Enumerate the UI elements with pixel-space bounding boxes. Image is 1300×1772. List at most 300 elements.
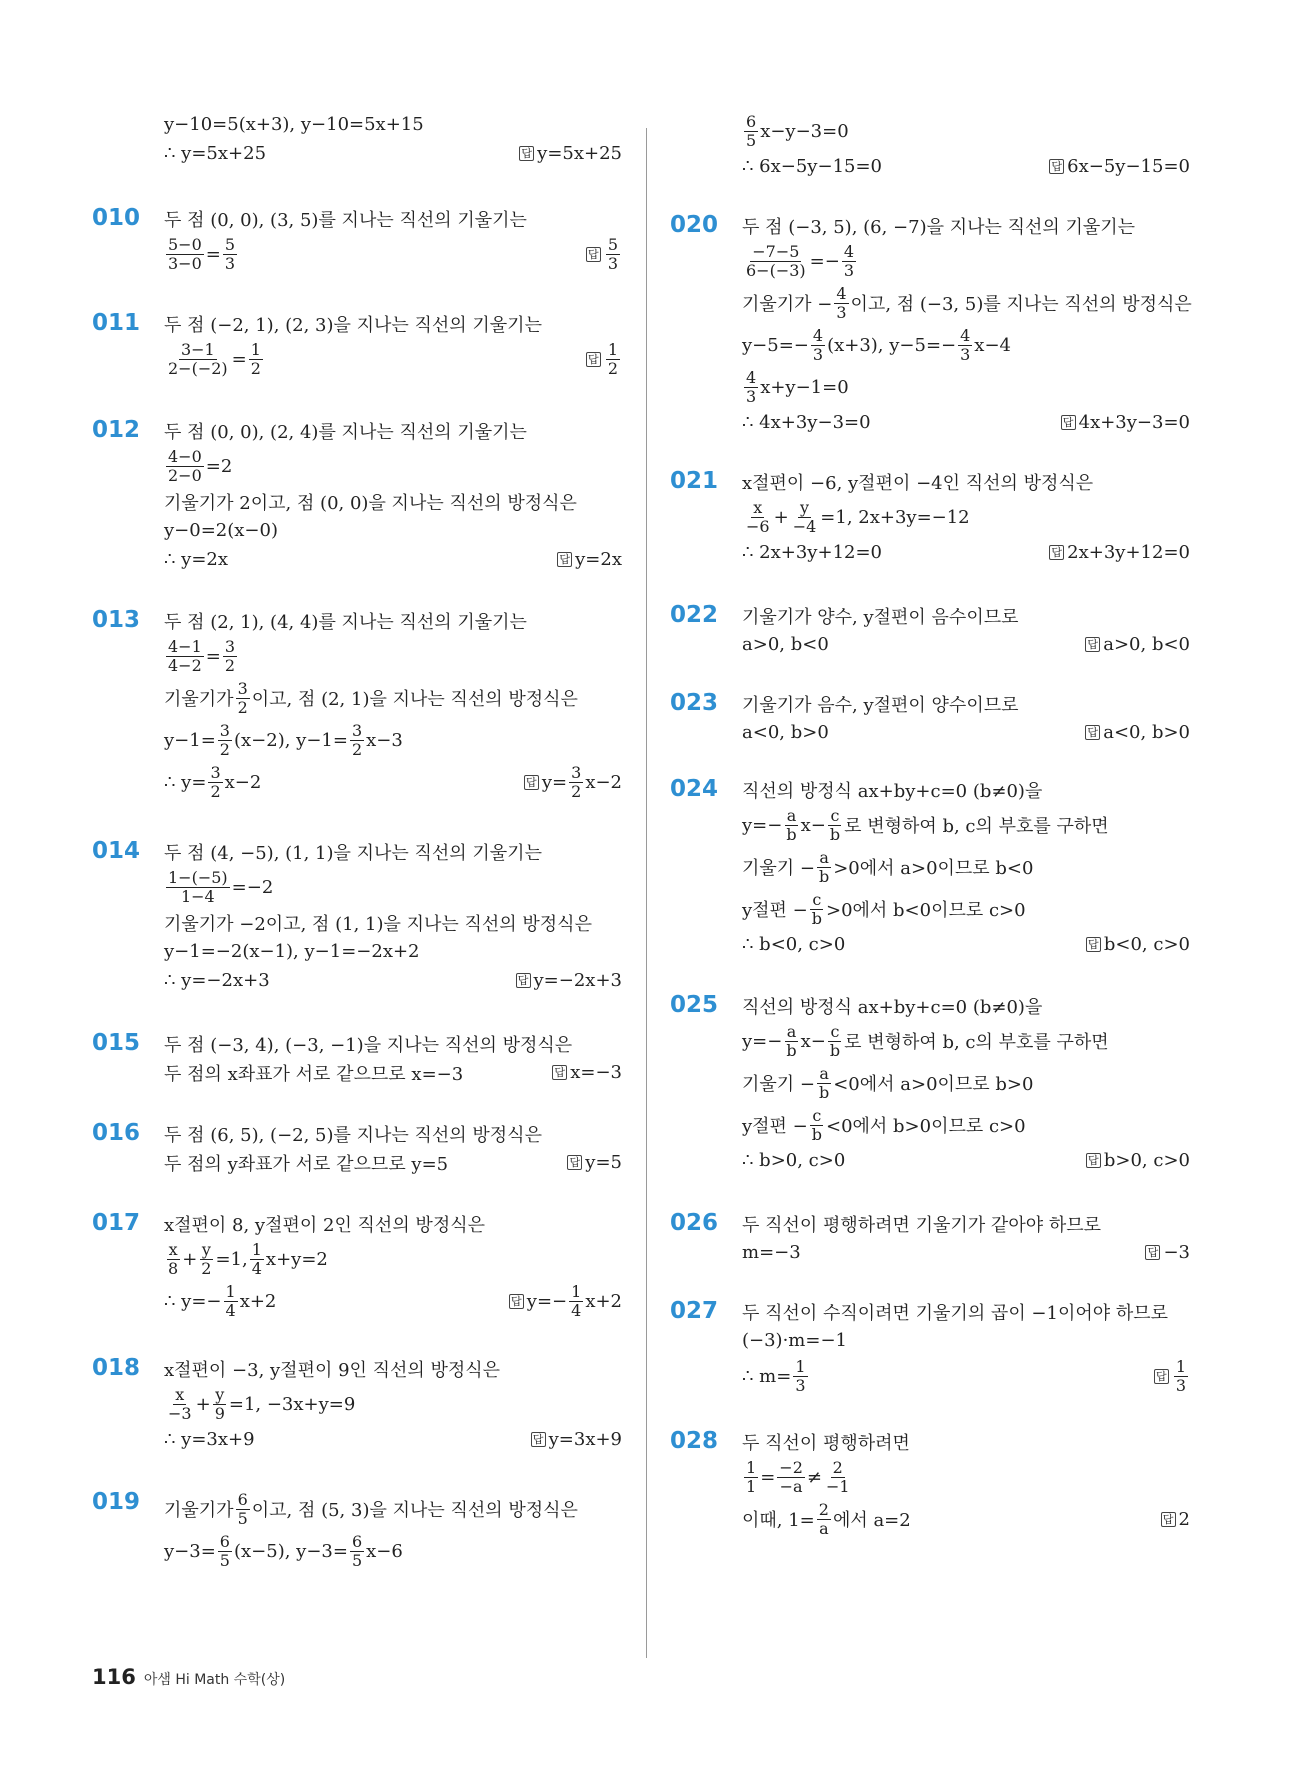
math-text: 두 점 (−2, 1), (2, 3)을 지나는 직선의 기울기는 bbox=[164, 314, 542, 336]
math-text: y=3x+9 bbox=[548, 1429, 622, 1450]
math-text: =−2 bbox=[231, 876, 274, 898]
fraction-denominator: 4 bbox=[571, 1300, 582, 1320]
fraction bbox=[199, 1241, 213, 1278]
answer bbox=[1061, 412, 1190, 433]
line-text bbox=[742, 891, 1026, 928]
math-text: >0에서 b<0이므로 c>0 bbox=[826, 900, 1026, 921]
line-text bbox=[164, 236, 239, 273]
line-text bbox=[742, 634, 829, 655]
math-text: 기울기가 − bbox=[742, 294, 833, 315]
fraction-denominator: b bbox=[786, 1040, 797, 1060]
answer-icon: 답 bbox=[519, 146, 534, 161]
fraction bbox=[166, 869, 230, 906]
fraction-numerator: 1 bbox=[607, 339, 618, 359]
problem-number: 010 bbox=[92, 205, 141, 231]
solution-line bbox=[742, 324, 1190, 366]
fraction-denominator: 2 bbox=[210, 781, 221, 801]
math-text: =− bbox=[809, 250, 840, 272]
fraction-numerator: 4 bbox=[746, 367, 757, 387]
problem-block bbox=[670, 689, 1190, 747]
math-text: x−2 bbox=[224, 771, 262, 793]
problem-block bbox=[670, 1297, 1190, 1397]
fraction-denominator: −3 bbox=[168, 1403, 192, 1423]
solution-line bbox=[164, 416, 622, 445]
math-text: ∴ y=5x+25 bbox=[164, 143, 267, 164]
line-text bbox=[164, 520, 278, 541]
fraction bbox=[791, 499, 819, 536]
fraction-numerator: 1 bbox=[250, 339, 261, 359]
solution-line bbox=[742, 1146, 1190, 1175]
problem-number: 018 bbox=[92, 1355, 141, 1381]
fraction-denominator: 4−2 bbox=[168, 655, 202, 675]
solution-line bbox=[742, 467, 1190, 496]
fraction bbox=[1174, 1358, 1188, 1395]
fraction-denominator: 4 bbox=[225, 1300, 236, 1320]
fraction bbox=[236, 1491, 250, 1528]
fraction bbox=[166, 341, 230, 378]
fraction bbox=[250, 1241, 264, 1278]
page-number: 116 bbox=[92, 1665, 136, 1689]
math-text: y=− bbox=[742, 1030, 783, 1052]
fraction-denominator: b bbox=[829, 824, 841, 844]
fraction bbox=[223, 236, 237, 273]
solution-line bbox=[742, 991, 1190, 1020]
fraction-denominator: 6−(−3) bbox=[746, 260, 806, 280]
solution-line bbox=[164, 338, 622, 380]
math-text: ∴ 6x−5y−15=0 bbox=[742, 156, 883, 177]
fraction-numerator: 2 bbox=[832, 1457, 843, 1477]
solution-line bbox=[164, 908, 622, 937]
answer bbox=[1145, 1242, 1190, 1263]
line-text bbox=[164, 722, 403, 759]
solution-line bbox=[164, 866, 622, 908]
line-text bbox=[742, 691, 1019, 717]
problem-block bbox=[670, 991, 1190, 1175]
answer-icon: 답 bbox=[1085, 637, 1100, 652]
math-text: 기울기가 −2이고, 점 (1, 1)을 지나는 직선의 방정식은 bbox=[164, 913, 592, 935]
line-text bbox=[742, 722, 829, 743]
math-text: x+2 bbox=[585, 1290, 622, 1312]
fraction-numerator: 1 bbox=[571, 1281, 582, 1301]
answer-icon: 답 bbox=[1145, 1245, 1160, 1260]
fraction-numerator: 3−1 bbox=[180, 339, 215, 359]
problem-block bbox=[670, 775, 1190, 959]
solution-line bbox=[164, 487, 622, 516]
fraction-numerator: x bbox=[175, 1384, 185, 1404]
math-text: x− bbox=[800, 1030, 826, 1052]
fraction bbox=[784, 807, 798, 844]
fraction bbox=[350, 1533, 364, 1570]
answer-icon: 답 bbox=[516, 973, 531, 988]
problem-number: 013 bbox=[92, 607, 141, 633]
math-text: = bbox=[205, 645, 221, 667]
fraction-numerator: 3 bbox=[210, 762, 221, 782]
line-text bbox=[742, 243, 858, 280]
fraction bbox=[218, 1533, 232, 1570]
answer bbox=[1085, 634, 1190, 655]
fraction bbox=[166, 1241, 180, 1278]
fraction-denominator: 3 bbox=[1175, 1375, 1186, 1395]
line-text bbox=[164, 764, 261, 801]
solution-line bbox=[742, 1326, 1190, 1355]
solution-line bbox=[164, 1488, 622, 1530]
fraction bbox=[236, 680, 250, 717]
solution-line bbox=[164, 1354, 622, 1383]
line-text bbox=[742, 469, 1093, 495]
fraction-numerator: 3 bbox=[351, 720, 363, 740]
solution-line bbox=[164, 233, 622, 275]
solution-line bbox=[164, 1280, 622, 1322]
answer bbox=[1049, 542, 1190, 563]
problem-block bbox=[670, 1427, 1190, 1540]
line-text bbox=[164, 1241, 328, 1278]
fraction bbox=[208, 764, 222, 801]
math-text: 두 점 (6, 5), (−2, 5)를 지나는 직선의 방정식은 bbox=[164, 1124, 542, 1146]
fraction-denominator: 2 bbox=[237, 697, 248, 717]
solution-line bbox=[164, 204, 622, 233]
math-text: 두 점 (0, 0), (3, 5)를 지나는 직선의 기울기는 bbox=[164, 209, 527, 231]
line-text bbox=[164, 1386, 355, 1423]
solution-line bbox=[164, 761, 622, 803]
problem-block bbox=[670, 110, 1190, 181]
math-text: x−y−3=0 bbox=[760, 120, 849, 142]
problem-block bbox=[92, 1209, 622, 1322]
fraction-numerator: 4 bbox=[960, 325, 971, 345]
solution-line bbox=[742, 1020, 1190, 1062]
right-column bbox=[670, 110, 1190, 1540]
answer-icon: 답 bbox=[1161, 1512, 1176, 1527]
solution-line bbox=[164, 516, 622, 545]
problem-block bbox=[92, 110, 622, 168]
problem-number: 015 bbox=[92, 1030, 141, 1056]
problem-block bbox=[92, 837, 622, 995]
solution-line bbox=[742, 1355, 1190, 1397]
fraction-denominator: 3 bbox=[607, 253, 618, 273]
fraction-denominator: 2−(−2) bbox=[168, 358, 228, 378]
fraction bbox=[817, 1501, 831, 1538]
line-text bbox=[742, 542, 882, 563]
solution-line bbox=[742, 804, 1190, 846]
math-text: + bbox=[182, 1248, 198, 1270]
line-text bbox=[742, 499, 970, 536]
problem-number: 017 bbox=[92, 1210, 141, 1236]
math-text: =2 bbox=[205, 455, 233, 477]
math-text: 2x+3y+12=0 bbox=[1067, 542, 1190, 563]
fraction-denominator: 3 bbox=[960, 344, 971, 364]
problem-block bbox=[670, 1209, 1190, 1267]
line-text bbox=[164, 1491, 578, 1528]
problem-number: 014 bbox=[92, 838, 141, 864]
solution-line bbox=[164, 606, 622, 635]
fraction-denominator: b bbox=[786, 824, 797, 844]
math-text: x−4 bbox=[974, 334, 1011, 356]
line-text bbox=[742, 1150, 845, 1171]
fraction bbox=[744, 1459, 758, 1496]
fraction-numerator: 3 bbox=[571, 762, 582, 782]
math-text: x−6 bbox=[366, 1540, 403, 1562]
math-text: 로 변형하여 b, c의 부호를 구하면 bbox=[844, 816, 1109, 837]
problem-block bbox=[92, 1119, 622, 1177]
answer bbox=[1085, 722, 1190, 743]
solution-line bbox=[164, 1530, 622, 1572]
line-text bbox=[164, 206, 527, 232]
line-text bbox=[742, 849, 1033, 886]
fraction-numerator: 4 bbox=[812, 325, 824, 345]
math-text: = bbox=[760, 1466, 776, 1488]
line-text bbox=[164, 418, 527, 444]
math-text: 6x−5y−15=0 bbox=[1067, 156, 1190, 177]
problem-number: 019 bbox=[92, 1489, 141, 1515]
solution-line bbox=[164, 1029, 622, 1058]
fraction-denominator: 5 bbox=[351, 1550, 363, 1570]
solution-line bbox=[164, 1238, 622, 1280]
fraction-numerator: c bbox=[812, 889, 822, 909]
solution-line bbox=[742, 630, 1190, 659]
answer bbox=[586, 236, 622, 273]
math-text: y=2x bbox=[575, 549, 622, 570]
fraction bbox=[606, 341, 620, 378]
fraction bbox=[166, 638, 204, 675]
problem-number: 012 bbox=[92, 417, 141, 443]
line-text bbox=[742, 412, 871, 433]
math-text: 로 변형하여 b, c의 부호를 구하면 bbox=[844, 1032, 1109, 1053]
math-text: y=− bbox=[742, 814, 783, 836]
fraction bbox=[810, 1107, 824, 1144]
fraction-numerator: 6 bbox=[351, 1531, 363, 1551]
fraction bbox=[958, 327, 972, 364]
line-text bbox=[164, 1283, 276, 1320]
answer-icon: 답 bbox=[1086, 937, 1101, 952]
line-text bbox=[742, 113, 849, 150]
answer-icon: 답 bbox=[1085, 725, 1100, 740]
fraction-numerator: 4 bbox=[836, 283, 847, 303]
math-text: 두 점 (−3, 5), (6, −7)을 지나는 직선의 기울기는 bbox=[742, 216, 1136, 238]
math-text: 두 직선이 평행하려면 기울기가 같아야 하므로 bbox=[742, 1214, 1101, 1236]
fraction-denominator: 3 bbox=[843, 260, 855, 280]
fraction-denominator: 3 bbox=[746, 386, 757, 406]
fraction-numerator: 6 bbox=[237, 1489, 248, 1509]
math-text: x+y=2 bbox=[265, 1248, 328, 1270]
fraction bbox=[810, 891, 824, 928]
math-text: 두 직선이 수직이려면 기울기의 곱이 −1이어야 하므로 bbox=[742, 1302, 1169, 1324]
solution-line bbox=[742, 846, 1190, 888]
answer bbox=[1161, 1509, 1190, 1530]
page-footer bbox=[92, 1665, 285, 1689]
answer bbox=[1086, 1150, 1190, 1171]
problem-block bbox=[92, 1354, 622, 1454]
line-text bbox=[742, 807, 1109, 844]
fraction-denominator: 3−0 bbox=[168, 253, 202, 273]
line-text bbox=[164, 941, 420, 962]
math-text: x=−3 bbox=[570, 1062, 622, 1083]
solution-line bbox=[164, 966, 622, 995]
answer-icon: 답 bbox=[524, 775, 539, 790]
solution-line bbox=[742, 211, 1190, 240]
fraction bbox=[224, 1283, 238, 1320]
answer bbox=[524, 764, 622, 801]
fraction bbox=[824, 1459, 852, 1496]
math-text: (x+3), y−5=− bbox=[827, 334, 957, 356]
line-text bbox=[742, 993, 1042, 1019]
solution-line bbox=[164, 1058, 622, 1087]
answer-icon: 답 bbox=[1061, 415, 1076, 430]
solution-line bbox=[742, 1062, 1190, 1104]
math-text: y= bbox=[541, 771, 568, 793]
book-title: 아샘 Hi Math 수학(상) bbox=[143, 1672, 286, 1688]
math-text: a<0, b>0 bbox=[1103, 722, 1190, 743]
line-text bbox=[164, 311, 542, 337]
math-text: 기울기가 2이고, 점 (0, 0)을 지나는 직선의 방정식은 bbox=[164, 492, 577, 514]
problem-block bbox=[670, 601, 1190, 659]
line-text bbox=[164, 1211, 485, 1237]
solution-line bbox=[742, 408, 1190, 437]
fraction-denominator: 2 bbox=[250, 358, 261, 378]
answer bbox=[516, 970, 622, 991]
math-text: b<0, c>0 bbox=[1103, 934, 1190, 955]
fraction-numerator: 5 bbox=[607, 234, 618, 254]
solution-line bbox=[742, 538, 1190, 567]
math-text: 이고, 점 (5, 3)을 지나는 직선의 방정식은 bbox=[251, 1500, 578, 1521]
fraction-denominator: 8 bbox=[168, 1258, 179, 1278]
problem-block bbox=[670, 467, 1190, 567]
fraction-numerator: 1 bbox=[251, 1239, 262, 1259]
fraction-numerator: x bbox=[168, 1239, 178, 1259]
fraction-numerator: 1−(−5) bbox=[168, 867, 228, 887]
math-text: 기울기가 양수, y절편이 음수이므로 bbox=[742, 606, 1019, 628]
math-text: 기울기가 bbox=[164, 1500, 234, 1521]
fraction-numerator: 1 bbox=[225, 1281, 236, 1301]
fraction bbox=[569, 764, 583, 801]
fraction-denominator: −6 bbox=[746, 516, 770, 536]
answer-icon: 답 bbox=[1049, 159, 1064, 174]
line-text bbox=[742, 1065, 1033, 1102]
fraction-denominator: 1−4 bbox=[180, 886, 215, 906]
math-text: −3 bbox=[1163, 1242, 1190, 1263]
line-text bbox=[164, 341, 265, 378]
math-text: 기울기 − bbox=[742, 1074, 815, 1095]
fraction bbox=[218, 722, 232, 759]
fraction-denominator: 2 bbox=[607, 358, 618, 378]
math-text: x−3 bbox=[366, 729, 403, 751]
fraction bbox=[828, 807, 842, 844]
answer-icon: 답 bbox=[552, 1065, 567, 1080]
fraction-denominator: b bbox=[811, 1124, 822, 1144]
answer bbox=[1154, 1358, 1190, 1395]
fraction-numerator: 1 bbox=[1175, 1356, 1186, 1376]
fraction bbox=[793, 1358, 807, 1395]
fraction-denominator: 2−0 bbox=[168, 465, 202, 485]
fraction-numerator: a bbox=[819, 847, 829, 867]
math-text: y−5=− bbox=[742, 334, 809, 356]
fraction-numerator: 1 bbox=[795, 1356, 806, 1376]
math-text: 기울기가 음수, y절편이 양수이므로 bbox=[742, 694, 1019, 716]
problem-block bbox=[92, 606, 622, 803]
answer bbox=[557, 549, 622, 570]
solution-line bbox=[742, 775, 1190, 804]
fraction-numerator: 6 bbox=[746, 111, 757, 131]
answer bbox=[586, 341, 622, 378]
line-text bbox=[164, 869, 273, 906]
fraction bbox=[166, 448, 204, 485]
problem-number: 022 bbox=[670, 602, 719, 628]
solution-line bbox=[164, 937, 622, 966]
fraction bbox=[744, 369, 758, 406]
line-text bbox=[742, 1429, 910, 1455]
math-text: x+y−1=0 bbox=[760, 376, 849, 398]
problem-number: 025 bbox=[670, 992, 719, 1018]
fraction bbox=[744, 243, 808, 280]
math-text: 이고, 점 (2, 1)을 지나는 직선의 방정식은 bbox=[251, 689, 578, 710]
fraction-numerator: 5−0 bbox=[168, 234, 202, 254]
math-text: 두 점 (−3, 4), (−3, −1)을 지나는 직선의 방정식은 bbox=[164, 1034, 573, 1056]
math-text: 에서 a=2 bbox=[832, 1510, 911, 1531]
math-text: ∴ y=3x+9 bbox=[164, 1429, 255, 1450]
fraction bbox=[166, 236, 204, 273]
math-text: ∴ 2x+3y+12=0 bbox=[742, 542, 883, 563]
problem-block bbox=[92, 204, 622, 275]
left-column bbox=[92, 110, 622, 1572]
solution-line bbox=[742, 1456, 1190, 1498]
answer-icon: 답 bbox=[509, 1294, 524, 1309]
math-text: a>0, b<0 bbox=[1103, 634, 1190, 655]
solution-line bbox=[164, 139, 622, 168]
math-text: (x−2), y−1= bbox=[233, 729, 348, 751]
fraction-denominator: 9 bbox=[214, 1403, 225, 1423]
math-text: (x−5), y−3= bbox=[233, 1540, 348, 1562]
math-text: ∴ b>0, c>0 bbox=[742, 1150, 846, 1171]
problem-block bbox=[92, 1029, 622, 1087]
fraction-denominator: 2 bbox=[219, 739, 230, 759]
math-text: (−3)·m=−1 bbox=[742, 1330, 847, 1351]
fraction-denominator: 3 bbox=[836, 302, 847, 322]
fraction-denominator: 2 bbox=[351, 739, 363, 759]
line-text bbox=[164, 608, 527, 634]
line-text bbox=[742, 1358, 810, 1395]
line-text bbox=[742, 777, 1042, 803]
line-text bbox=[164, 910, 592, 936]
line-text bbox=[164, 970, 270, 991]
math-text: <0에서 a>0이므로 b>0 bbox=[833, 1074, 1034, 1095]
solution-line bbox=[742, 282, 1190, 324]
solution-line bbox=[742, 1209, 1190, 1238]
math-text: x+2 bbox=[239, 1290, 277, 1312]
answer bbox=[531, 1429, 622, 1450]
fraction-denominator: b bbox=[818, 866, 830, 886]
math-text: y절편 − bbox=[742, 900, 808, 921]
answer bbox=[519, 143, 622, 164]
math-text: = bbox=[231, 348, 247, 370]
line-text bbox=[164, 143, 266, 164]
answer-icon: 답 bbox=[1086, 1153, 1101, 1168]
solution-line bbox=[742, 930, 1190, 959]
fraction-denominator: −1 bbox=[825, 1476, 850, 1496]
line-text bbox=[164, 1121, 542, 1147]
fraction-numerator: c bbox=[830, 805, 840, 825]
line-text bbox=[164, 1356, 500, 1382]
problem-number: 020 bbox=[670, 212, 719, 238]
solution-line bbox=[742, 1104, 1190, 1146]
math-text: a>0, b<0 bbox=[742, 634, 829, 655]
problem-number: 016 bbox=[92, 1120, 141, 1146]
math-text: 두 점의 y좌표가 서로 같으므로 y=5 bbox=[164, 1153, 449, 1175]
fraction-numerator: 3 bbox=[219, 720, 230, 740]
fraction-numerator: 2 bbox=[818, 1499, 829, 1519]
solution-line bbox=[164, 1383, 622, 1425]
math-text: y=−2x+3 bbox=[533, 970, 622, 991]
line-text bbox=[742, 1242, 801, 1263]
answer bbox=[567, 1152, 622, 1173]
fraction-denominator: 3 bbox=[812, 344, 824, 364]
